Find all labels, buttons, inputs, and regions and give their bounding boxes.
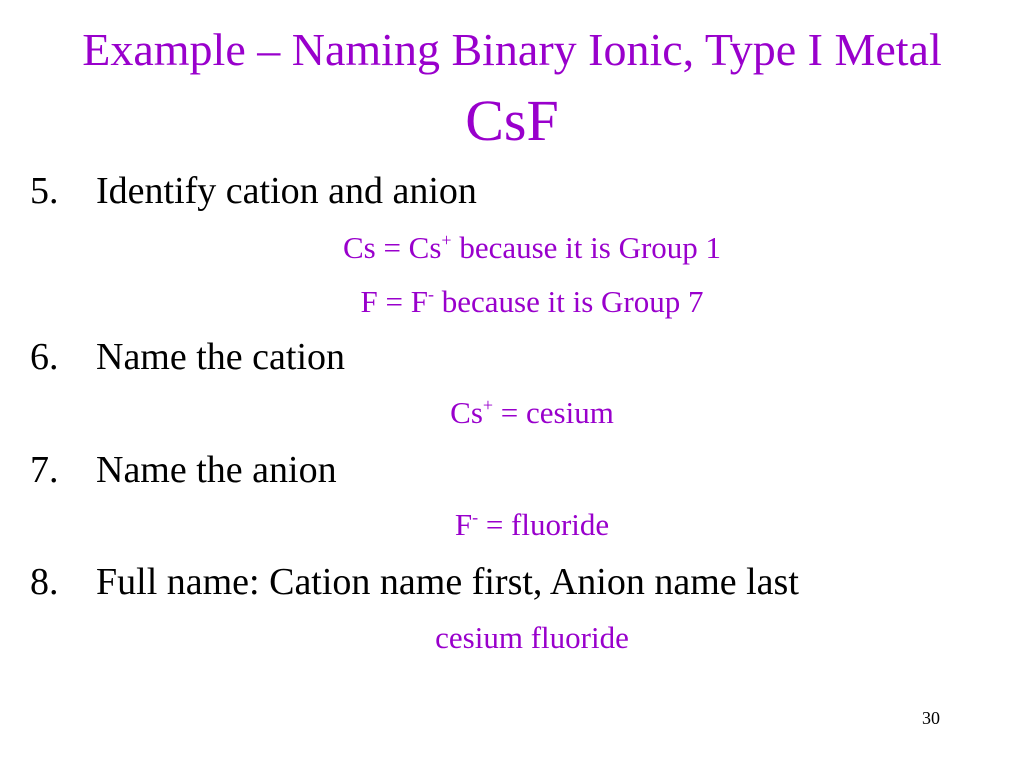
step-number: 5. — [30, 170, 59, 212]
detail-text: because it is Group 7 — [434, 284, 704, 319]
charge-superscript: - — [428, 284, 434, 304]
detail-text: F = F — [360, 284, 428, 319]
detail-text: Cs = Cs — [342, 230, 442, 265]
step-text: Identify cation and anion — [96, 170, 477, 212]
detail-text: Cs — [450, 395, 483, 430]
slide-title: Example – Naming Binary Ionic, Type I Metal — [82, 24, 942, 75]
charge-superscript: - — [472, 507, 479, 527]
page-number: 30 — [922, 708, 940, 728]
step-number: 7. — [30, 449, 59, 491]
detail-cesium-ion — [0, 229, 1024, 267]
step-text: Full name: Cation name first, Anion name last — [96, 561, 799, 603]
detail-text: F — [454, 507, 473, 542]
step-text: Name the anion — [96, 449, 337, 491]
step-text: Name the cation — [96, 336, 346, 378]
detail-anion-name — [0, 506, 1024, 544]
step-name-anion — [30, 447, 337, 493]
detail-text: because it is Group 1 — [451, 230, 722, 265]
charge-superscript: + — [441, 230, 452, 250]
slide-formula: CsF — [465, 88, 559, 153]
detail-text: = fluoride — [478, 507, 610, 542]
step-name-cation — [30, 334, 345, 380]
detail-fluorine-ion — [0, 283, 1024, 321]
detail-cation-name — [0, 394, 1024, 432]
charge-superscript: + — [482, 395, 494, 415]
step-number: 6. — [30, 336, 59, 378]
step-identify — [30, 168, 477, 214]
detail-text: = cesium — [493, 395, 614, 430]
step-number: 8. — [30, 561, 59, 603]
step-full-name — [30, 559, 799, 605]
detail-full-name: cesium fluoride — [435, 620, 629, 655]
